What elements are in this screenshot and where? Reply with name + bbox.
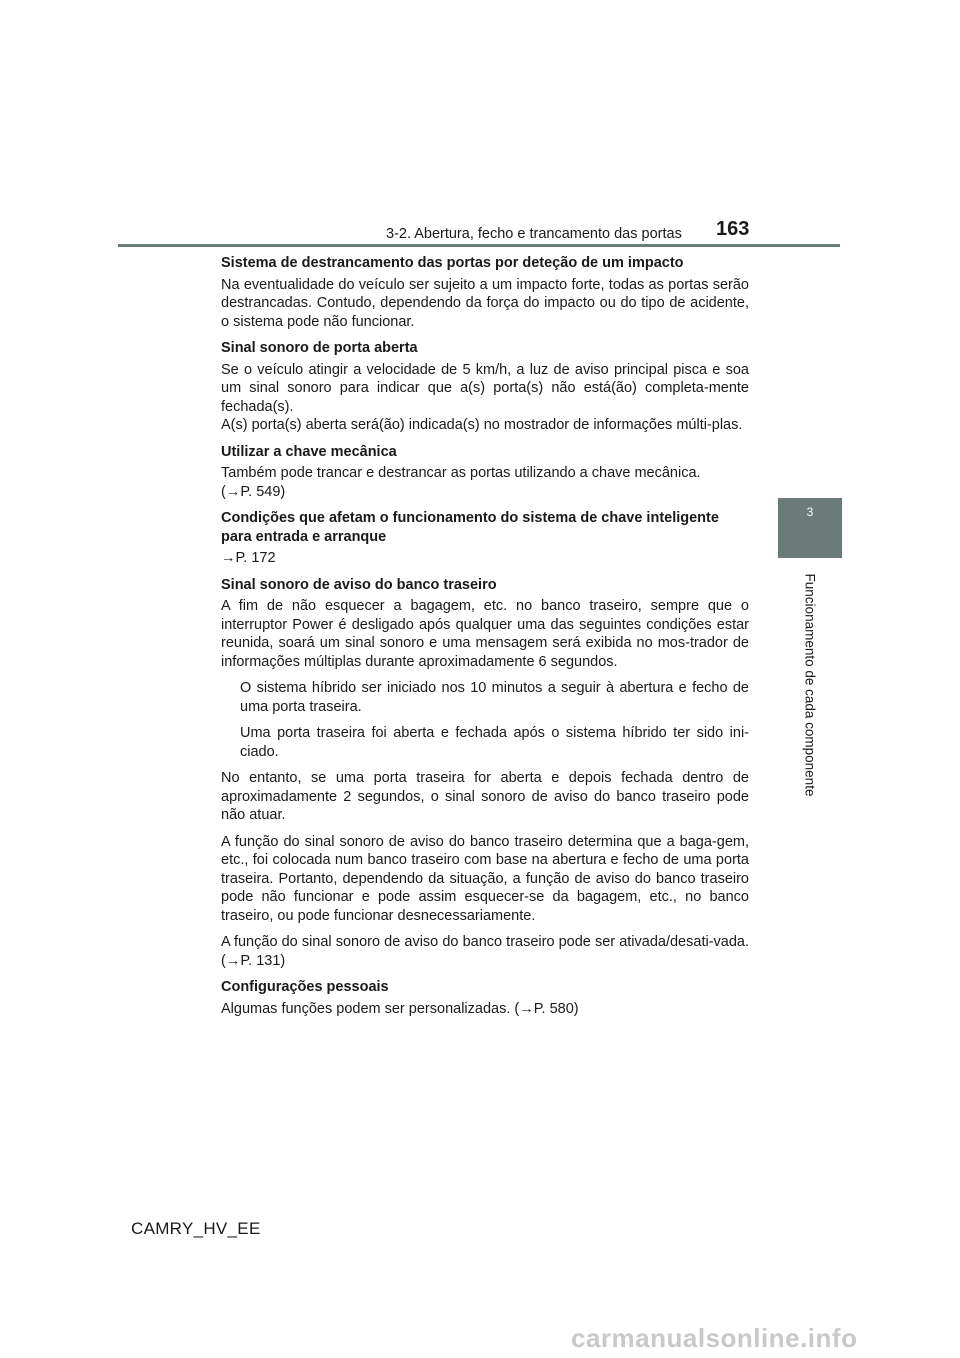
paragraph: Na eventualidade do veículo ser sujeito a um impacto forte, todas as portas serão destrancadas. Contudo, dependendo da força do impacto ou do tipo de acidente, o sistema pode não funcionar. (221, 276, 749, 330)
paragraph: Algumas funções podem ser personalizadas. (→P. 580) (221, 1000, 579, 1017)
watermark: carmanualsonline.info (571, 1323, 858, 1353)
condition-item: Uma porta traseira foi aberta e fechada após o sistema híbrido ter sido ini-ciado. (240, 725, 749, 760)
condition-item: O sistema híbrido ser iniciado nos 10 minutos a seguir à abertura e fecho de uma porta traseira. (240, 680, 749, 715)
section-heading: Condições que afetam o funcionamento do sistema de chave inteligente para entrada e arranque (221, 510, 719, 545)
chapter-title: Funcionamento de cada componente (802, 573, 818, 797)
section-title: 3-2. Abertura, fecho e trancamento das portas (386, 226, 682, 242)
paragraph: A fim de não esquecer a bagagem, etc. no banco traseiro, sempre que o interruptor Power é desligado após qualquer uma das seguintes condições estar reunida, soará um sinal sonoro e uma mensagem será exibida no mos-trador de informações múltiplas durante aproximadamente 6 segundos. (221, 598, 749, 670)
paragraph: Também pode trancar e destrancar as portas utilizando a chave mecânica. (221, 465, 701, 481)
chapter-tab (778, 498, 842, 558)
paragraph: A(s) porta(s) aberta será(ão) indicada(s) no mostrador de informações múlti-plas. (221, 417, 743, 433)
page-reference: (→P. 549) (221, 483, 286, 500)
model-code: CAMRY_HV_EE (131, 1219, 261, 1238)
paragraph: A função do sinal sonoro de aviso do banco traseiro pode ser ativada/desati-vada. (→P. 131) (221, 934, 749, 969)
section-heading: Sinal sonoro de porta aberta (221, 340, 418, 356)
header-divider (118, 244, 840, 247)
paragraph: Se o veículo atingir a velocidade de 5 km/h, a luz de aviso principal pisca e soa um sinal sonoro para indicar que a(s) porta(s) não está(ão) completa-mente fechada(s). (221, 361, 749, 415)
page-number: 163 (716, 218, 750, 240)
page-reference: →P. 172 (221, 550, 276, 566)
page-body (221, 254, 749, 1026)
section-heading: Utilizar a chave mecânica (221, 443, 397, 460)
paragraph: A função do sinal sonoro de aviso do banco traseiro determina que a baga-gem, etc., foi colocada num banco traseiro com base na abertura e fecho de uma porta traseira. Portanto, dependendo da situação, a função de aviso do banco traseiro pode não funcionar e pode assim esquecer-se da bagagem, etc., no banco traseiro, ou pode funcionar desnecessariamente. (221, 833, 749, 924)
section-heading: Configurações pessoais (221, 979, 389, 995)
section-heading: Sinal sonoro de aviso do banco traseiro (221, 576, 497, 593)
section-heading: Sistema de destrancamento das portas por deteção de um impacto (221, 255, 684, 271)
chapter-number: 3 (806, 505, 814, 519)
paragraph: No entanto, se uma porta traseira for aberta e depois fechada dentro de aproximadamente 2 segundos, o sinal sonoro de aviso do banco traseiro pode não atuar. (221, 770, 749, 823)
